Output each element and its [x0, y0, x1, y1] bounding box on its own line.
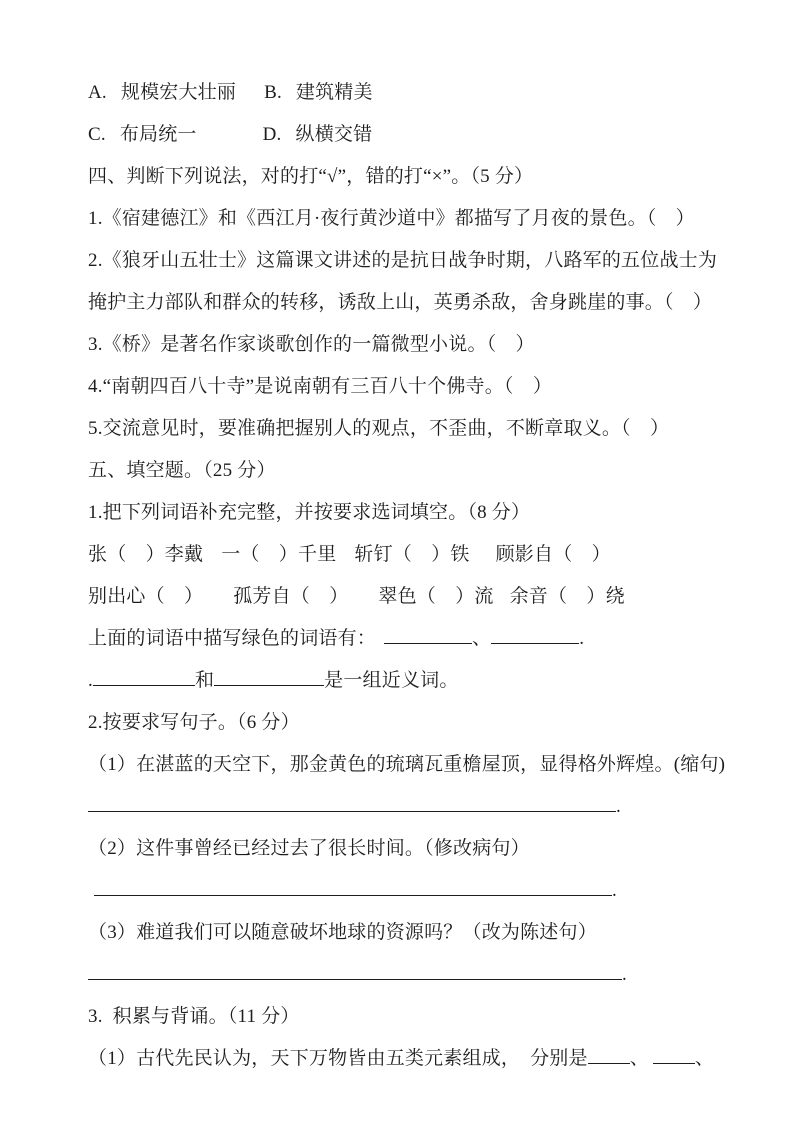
green-words-fill — [88, 618, 753, 660]
answer-blank-underline — [491, 626, 579, 644]
text-run: 、 — [629, 1048, 649, 1069]
judge-item-3 — [88, 324, 753, 366]
spacer — [282, 139, 296, 140]
answer-blank-underline — [214, 668, 324, 686]
document-body — [88, 72, 753, 1080]
spacer — [236, 97, 264, 98]
text-run: 斩钉（ ）铁 — [354, 544, 470, 565]
sentence-item-2 — [88, 828, 753, 870]
spacer — [203, 559, 221, 560]
spacer — [107, 97, 121, 98]
spacer — [348, 601, 378, 602]
answer-blank-underline — [88, 962, 622, 980]
text-run: 3. — [88, 1006, 103, 1027]
judge-item-2-line-1 — [88, 240, 753, 282]
text-run: 五、填空题。（25 分） — [88, 460, 276, 481]
answer-line-3 — [88, 954, 753, 996]
text-run: 翠色（ ）流 — [378, 586, 494, 607]
spacer — [203, 601, 233, 602]
text-run: 掩护主力部队和群众的转移，诱敌上山，英勇杀敌，舍身跳崖的事。（ ） — [88, 292, 713, 313]
sentence-item-1 — [88, 744, 753, 786]
text-run: 4.“南朝四百八十寺”是说南朝有三百八十个佛寺。（ ） — [88, 376, 553, 397]
fill-task-1-heading — [88, 492, 753, 534]
text-run: （1）古代先民认为，天下万物皆由五类元素组成， — [88, 1048, 521, 1069]
text-run: . — [616, 796, 621, 817]
text-run: 张（ ）李戴 — [88, 544, 204, 565]
answer-blank-underline — [653, 1046, 695, 1064]
text-run: 2.按要求写句子。（6 分） — [88, 712, 300, 733]
text-run: 一（ ）千里 — [221, 544, 337, 565]
sentence-item-3 — [88, 912, 753, 954]
text-run: 和 — [194, 670, 215, 691]
text-run: . — [612, 880, 617, 901]
text-run: 分别是 — [530, 1048, 588, 1069]
text-run: 顾影自（ ） — [495, 544, 611, 565]
idiom-row-1 — [88, 534, 753, 576]
text-run: B. — [264, 82, 282, 103]
text-run: （3）难道我们可以随意破坏地球的资源吗？（改为陈述句） — [88, 922, 597, 943]
choice-row-ab — [88, 72, 753, 114]
answer-line-2 — [88, 870, 753, 912]
text-run: 、 — [694, 1048, 715, 1069]
text-run: 别出心（ ） — [88, 586, 204, 607]
judge-item-2-line-2 — [88, 282, 753, 324]
section-4-heading — [88, 156, 753, 198]
answer-blank-underline — [588, 1046, 630, 1064]
text-run: C. — [88, 124, 106, 145]
text-run: 规模宏大壮丽 — [120, 82, 237, 103]
text-run: 、 — [472, 628, 492, 649]
text-run: 1.《宿建德江》和《西江月·夜行黄沙道中》都描写了月夜的景色。（ ） — [88, 208, 695, 229]
text-run: . — [88, 670, 93, 691]
text-run: A. — [88, 82, 107, 103]
spacer — [336, 559, 354, 560]
spacer — [376, 643, 384, 644]
answer-blank-underline — [93, 668, 195, 686]
text-run: 余音（ ）绕 — [509, 586, 625, 607]
text-run: 四、判断下列说法，对的打“√”，错的打“×”。（5 分） — [88, 166, 534, 187]
text-run: 上面的词语中描写绿色的词语有： — [88, 628, 377, 649]
answer-blank-underline — [94, 878, 612, 896]
text-run: 积累与背诵。（11 分） — [112, 1006, 300, 1027]
spacer — [197, 139, 263, 140]
text-run: 布局统一 — [119, 124, 197, 145]
spacer — [470, 559, 496, 560]
text-run: 5.交流意见时，要准确把握别人的观点，不歪曲，不断章取义。（ ） — [88, 418, 670, 439]
judge-item-4 — [88, 366, 753, 408]
answer-blank-underline — [384, 626, 472, 644]
text-run: . — [622, 964, 627, 985]
text-run: 孤芳自（ ） — [233, 586, 349, 607]
text-run: 3.《桥》是著名作家谈歌创作的一篇微型小说。（ ） — [88, 334, 535, 355]
text-run: 建筑精美 — [295, 82, 373, 103]
text-run: 2.《狼牙山五壮士》这篇课文讲述的是抗日战争时期，八路军的五位战士为 — [88, 250, 718, 271]
text-run: 纵横交错 — [295, 124, 373, 145]
synonym-fill — [88, 660, 753, 702]
judge-item-1 — [88, 198, 753, 240]
text-run: （2）这件事曾经已经过去了很长时间。（修改病句） — [88, 838, 530, 859]
fill-task-2-heading — [88, 702, 753, 744]
spacer — [106, 139, 120, 140]
spacer — [520, 1063, 530, 1064]
text-run: 是一组近义词。 — [324, 670, 459, 691]
spacer — [494, 601, 510, 602]
recite-item-1 — [88, 1038, 753, 1080]
section-5-heading — [88, 450, 753, 492]
answer-line-1 — [88, 786, 753, 828]
text-run: . — [579, 628, 585, 649]
answer-blank-underline — [88, 794, 616, 812]
text-run: （1）在湛蓝的天空下，那金黄色的琉璃瓦重檐屋顶，显得格外辉煌。(缩句) — [88, 754, 726, 775]
choice-row-cd — [88, 114, 753, 156]
fill-task-3-heading — [88, 996, 753, 1038]
text-run: D. — [262, 124, 282, 145]
judge-item-5 — [88, 408, 753, 450]
spacer — [282, 97, 296, 98]
spacer — [103, 1021, 113, 1022]
idiom-row-2 — [88, 576, 753, 618]
text-run: 1.把下列词语补充完整，并按要求选词填空。（8 分） — [88, 502, 531, 523]
